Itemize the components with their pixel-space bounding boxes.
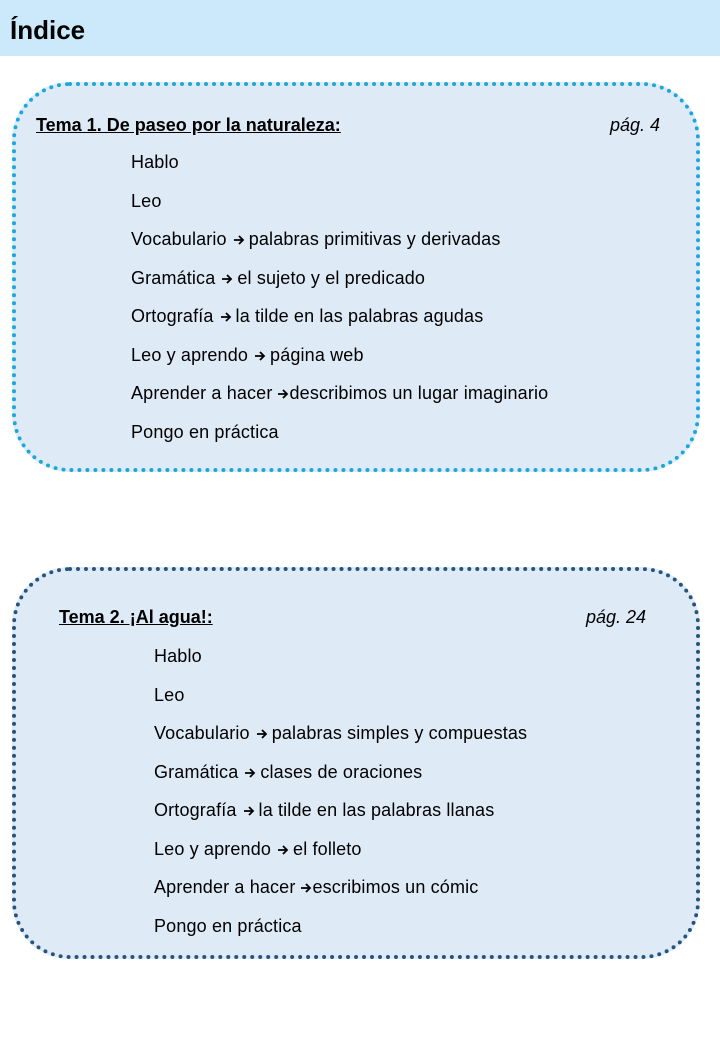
topic-item[interactable] bbox=[131, 151, 548, 190]
topic-item[interactable] bbox=[154, 761, 527, 800]
topic-1-items bbox=[131, 151, 548, 459]
item-label: Ortografía bbox=[131, 306, 214, 326]
arrow-right-icon bbox=[277, 844, 289, 856]
item-label: Leo y aprendo bbox=[154, 838, 272, 859]
item-label: Ortografía bbox=[154, 800, 237, 820]
topic-item[interactable] bbox=[131, 305, 548, 344]
arrow-right-icon bbox=[244, 767, 256, 779]
arrow-right-icon bbox=[243, 805, 255, 817]
topic-item[interactable] bbox=[131, 190, 548, 229]
item-label: Gramática bbox=[131, 267, 216, 288]
item-label: Hablo bbox=[154, 646, 202, 666]
arrow-right-icon bbox=[221, 273, 233, 285]
item-detail: la tilde en las palabras llanas bbox=[258, 800, 495, 820]
arrow-right-icon bbox=[254, 350, 266, 362]
topic-item[interactable] bbox=[154, 684, 527, 723]
arrow-right-icon bbox=[277, 388, 289, 400]
header-bar bbox=[0, 0, 720, 56]
item-detail: la tilde en las palabras agudas bbox=[235, 306, 484, 326]
item-label: Vocabulario bbox=[131, 229, 227, 249]
topic-2-items bbox=[154, 645, 527, 953]
item-label: Leo bbox=[131, 190, 162, 211]
page-title: Índice bbox=[10, 15, 86, 45]
item-detail: escribimos un cómic bbox=[312, 877, 479, 897]
item-detail: el sujeto y el predicado bbox=[237, 267, 426, 288]
topic-2-title[interactable]: Tema 2. ¡Al agua!: bbox=[59, 607, 213, 627]
item-label: Aprender a hacer bbox=[154, 877, 296, 897]
topic-item[interactable] bbox=[131, 382, 548, 421]
item-detail: página web bbox=[270, 344, 364, 365]
item-detail: palabras primitivas y derivadas bbox=[248, 229, 501, 249]
item-label: Aprender a hacer bbox=[131, 383, 273, 403]
topic-item[interactable] bbox=[131, 267, 548, 306]
item-label: Gramática bbox=[154, 761, 239, 782]
item-detail: el folleto bbox=[293, 838, 362, 859]
topic-1-page: pág. 4 bbox=[610, 115, 661, 135]
arrow-right-icon bbox=[220, 311, 232, 323]
item-label: Pongo en práctica bbox=[154, 915, 302, 936]
topic-item[interactable] bbox=[154, 838, 527, 877]
item-detail: clases de oraciones bbox=[260, 761, 423, 782]
topic-item[interactable] bbox=[154, 722, 527, 761]
topic-item[interactable] bbox=[131, 421, 548, 460]
topic-1-title[interactable]: Tema 1. De paseo por la naturaleza: bbox=[36, 115, 341, 135]
item-label: Leo bbox=[154, 684, 185, 705]
topic-item[interactable] bbox=[154, 645, 527, 684]
arrow-right-icon bbox=[233, 234, 245, 246]
item-label: Pongo en práctica bbox=[131, 421, 279, 442]
item-detail: describimos un lugar imaginario bbox=[289, 383, 549, 403]
topic-item[interactable] bbox=[154, 876, 527, 915]
topic-item[interactable] bbox=[131, 344, 548, 383]
topic-item[interactable] bbox=[131, 228, 548, 267]
arrow-right-icon bbox=[300, 882, 312, 894]
item-label: Vocabulario bbox=[154, 723, 250, 743]
item-detail: palabras simples y compuestas bbox=[271, 723, 528, 743]
item-label: Leo y aprendo bbox=[131, 344, 249, 365]
arrow-right-icon bbox=[256, 728, 268, 740]
topic-item[interactable] bbox=[154, 915, 527, 954]
topic-2-page: pág. 24 bbox=[586, 607, 647, 627]
item-label: Hablo bbox=[131, 152, 179, 172]
topic-item[interactable] bbox=[154, 799, 527, 838]
